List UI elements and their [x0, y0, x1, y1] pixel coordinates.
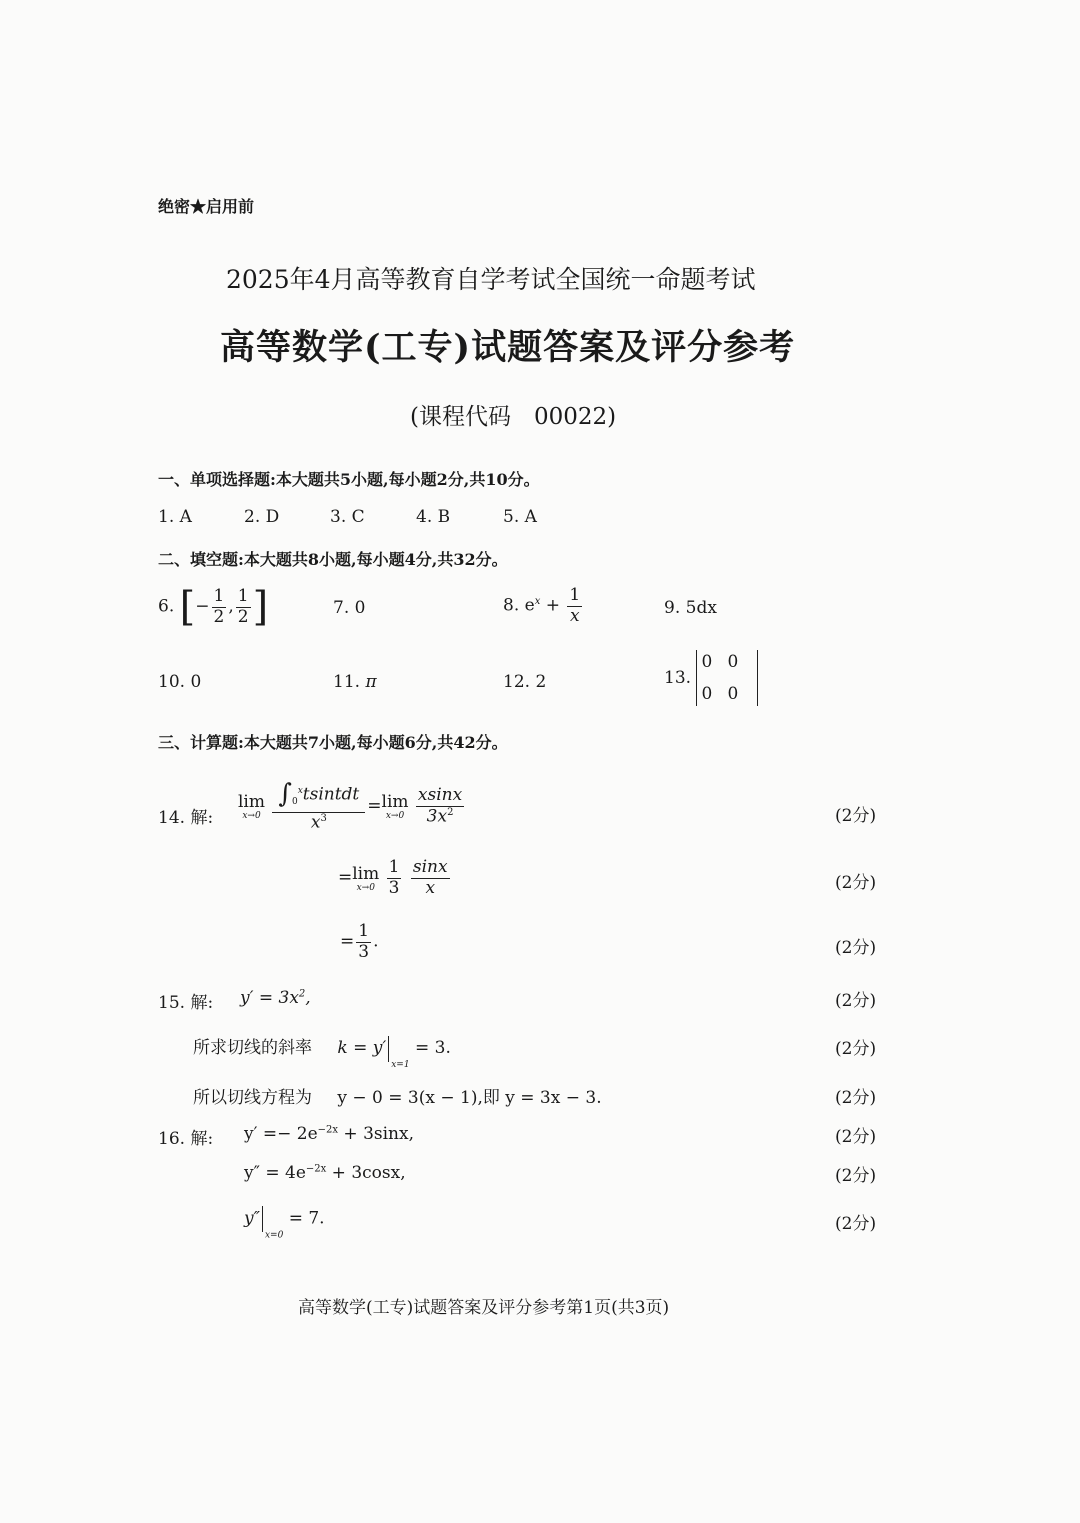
denominator: 2 — [213, 606, 225, 627]
q14-label: 14. 解: — [158, 808, 214, 828]
answer-6: 6. [− $\frac{1}{2}$ , $\frac{1}{2}$ ] — [158, 584, 269, 630]
q16-line2 — [244, 1163, 406, 1183]
result: = 7. — [288, 1208, 325, 1229]
q15-line2 — [193, 1033, 451, 1070]
q11-number: 11. — [333, 672, 366, 692]
exponent: 3 — [320, 812, 327, 824]
pi-value: π — [365, 672, 377, 692]
lim: lim — [352, 863, 380, 884]
q6-number: 6. — [158, 596, 175, 617]
exponent: 2 — [447, 806, 454, 818]
tangent-text: 所以切线方程为 — [193, 1088, 312, 1108]
exam-title: 2025年4月高等教育自学考试全国统一命题考试 — [226, 265, 756, 294]
denominator: 2 — [237, 606, 249, 627]
answer-3: 3. C — [330, 507, 365, 527]
numerator: 1 — [388, 857, 400, 877]
second-derivative: y″ = 4e — [244, 1163, 306, 1183]
matrix-cell: 0 — [701, 652, 713, 672]
page-footer: 高等数学(工专)试题答案及评分参考第1页(共3页) — [298, 1298, 670, 1318]
numerator: 1 — [237, 585, 249, 606]
evaluation-bar — [262, 1206, 263, 1232]
denominator: 3 — [388, 877, 400, 898]
confidential-label: 绝密★启用前 — [158, 197, 255, 216]
numerator: sinx — [412, 857, 448, 877]
answer-5: 5. A — [503, 507, 537, 527]
numerator: 1 — [569, 585, 581, 605]
lim: lim — [381, 792, 409, 813]
lim-subscript: x→0 — [242, 811, 261, 822]
matrix-cell: 0 — [727, 684, 739, 704]
answer-9: 9. 5dx — [664, 598, 717, 618]
score: (2分) — [835, 938, 877, 958]
exponent: −2x — [305, 1163, 327, 1175]
lim: lim — [238, 792, 265, 813]
numerator: xsinx — [417, 785, 463, 806]
minus-sign: − — [195, 596, 210, 617]
period: . — [373, 931, 379, 952]
tangent-equation: y − 0 = 3(x − 1),即 y = 3x − 3. — [337, 1088, 602, 1108]
equals: = — [338, 867, 353, 888]
slope-text: 所求切线的斜率 — [193, 1038, 312, 1058]
second-derivative: y″ — [244, 1208, 260, 1229]
answer-2: 2. D — [244, 507, 280, 527]
exponent: 2 — [298, 988, 306, 1000]
score: (2分) — [835, 1127, 877, 1147]
answer-1: 1. A — [158, 507, 192, 527]
q13-number: 13. — [664, 668, 692, 688]
right-bracket: ] — [252, 584, 269, 630]
answer-8 — [503, 586, 584, 626]
numerator: 1 — [358, 921, 370, 941]
integral-upper: x — [297, 785, 303, 796]
evaluation-bar — [388, 1036, 389, 1062]
q16-line1 — [244, 1124, 414, 1144]
score: (2分) — [835, 806, 877, 826]
lim-subscript: x→0 — [356, 882, 375, 893]
lim-subscript: x→0 — [385, 811, 405, 822]
answer-7: 7. 0 — [333, 598, 366, 618]
integral-icon: ∫ — [278, 779, 292, 809]
matrix-cell: 0 — [701, 684, 713, 704]
score: (2分) — [835, 873, 877, 893]
denominator: x — [570, 605, 580, 626]
eval-subscript: x=1 — [391, 1060, 410, 1070]
section3-heading: 三、计算题:本大题共7小题,每小题6分,共42分。 — [158, 733, 508, 752]
q14-line3 — [340, 922, 378, 962]
document-title: 高等数学(工专)试题答案及评分参考 — [220, 327, 796, 368]
integral-lower: 0 — [291, 796, 298, 807]
answer-13 — [664, 650, 758, 706]
score: (2分) — [835, 1166, 877, 1186]
score: (2分) — [835, 991, 877, 1011]
q16-label: 16. 解: — [158, 1129, 214, 1149]
integrand: tsintdt — [302, 784, 360, 805]
q15-line1 — [240, 988, 311, 1008]
section2-heading: 二、填空题:本大题共8小题,每小题4分,共32分。 — [158, 550, 508, 569]
answer-4: 4. B — [416, 507, 451, 527]
q14-line1 — [238, 780, 466, 833]
exponent: −2x — [317, 1124, 339, 1136]
exponent: x — [534, 595, 541, 607]
denominator: x — [425, 877, 436, 898]
comma: , — [305, 988, 311, 1008]
numerator: 1 — [213, 585, 225, 606]
q16-line3 — [244, 1206, 325, 1241]
answer-12: 12. 2 — [503, 672, 547, 692]
expr-rest: + 3cosx, — [326, 1163, 406, 1183]
derivative: y′ = 3x — [240, 988, 299, 1008]
q15-line3 — [193, 1083, 602, 1108]
q15-label: 15. 解: — [158, 993, 214, 1013]
equals: = — [340, 931, 355, 952]
denominator: x — [310, 812, 321, 833]
score: (2分) — [835, 1088, 877, 1108]
eval-subscript: x=0 — [264, 1230, 284, 1241]
first-derivative: y′ =− 2e — [244, 1124, 318, 1144]
denominator: 3 — [358, 941, 370, 962]
slope-value: = 3. — [414, 1038, 451, 1058]
score: (2分) — [835, 1214, 877, 1234]
plus: + — [540, 595, 566, 616]
course-code: (课程代码 00022) — [410, 404, 617, 430]
expr-rest: + 3sinx, — [338, 1124, 414, 1144]
q8-number: 8. e — [503, 595, 535, 616]
equals: = — [367, 796, 382, 817]
answer-10: 10. 0 — [158, 672, 202, 692]
section1-heading: 一、单项选择题:本大题共5小题,每小题2分,共10分。 — [158, 470, 540, 489]
matrix-cell: 0 — [727, 652, 739, 672]
denominator: 3x — [426, 806, 448, 827]
score: (2分) — [835, 1039, 877, 1059]
slope-expr: k = y′ — [337, 1038, 387, 1058]
left-bracket: [ — [179, 584, 196, 630]
q14-line2 — [338, 858, 452, 898]
answer-11 — [333, 672, 377, 692]
zero-matrix — [696, 650, 758, 706]
